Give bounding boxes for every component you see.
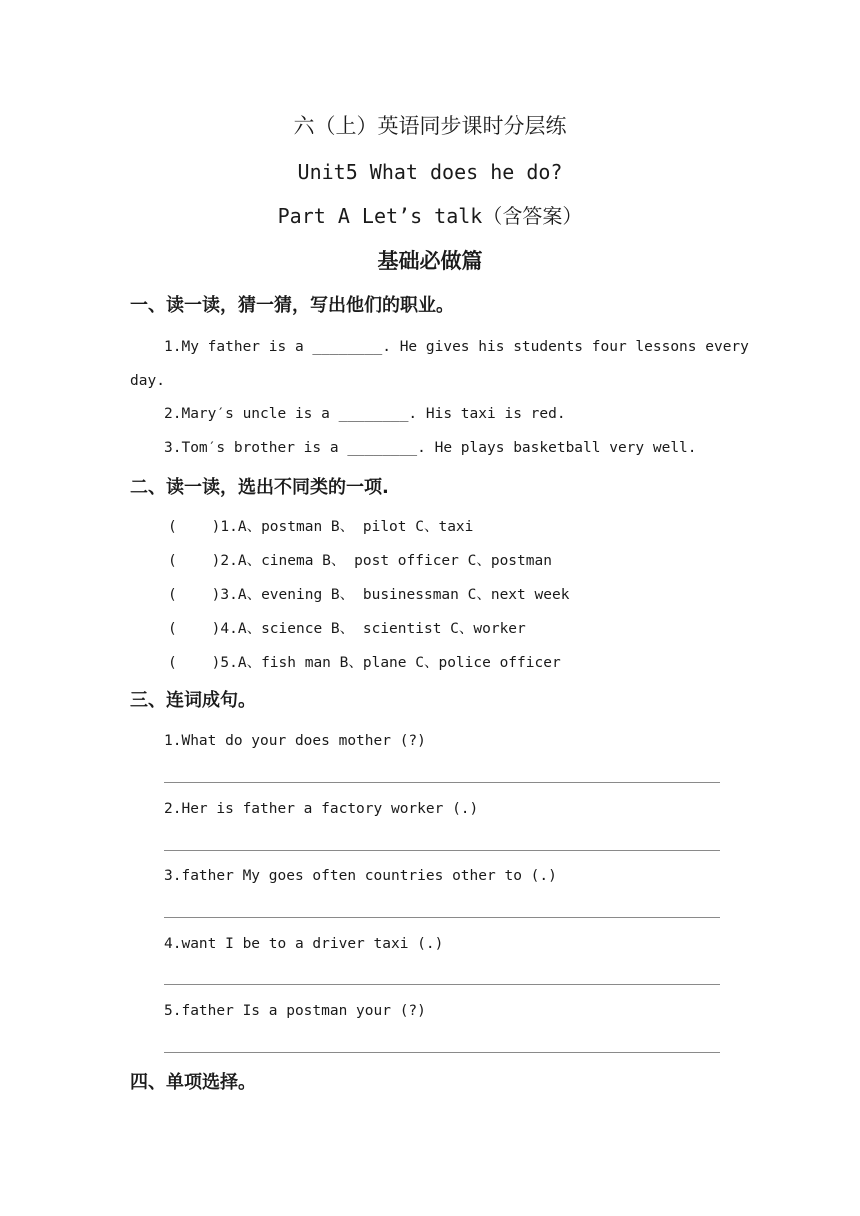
- section-2-item-3: ( )3.A、evening B、 businessman C、next week: [168, 587, 570, 603]
- section-1-heading: 一、读一读，猜一猜，写出他们的职业。: [130, 295, 454, 316]
- section-1-question-1-continued: day.: [130, 373, 165, 389]
- document-title: 六（上）英语同步课时分层练: [293, 114, 567, 138]
- section-2-item-4: ( )4.A、science B、 scientist C、worker: [168, 621, 526, 637]
- section-1-question-3: 3.Tom′s brother is a ________. He plays basketball very well.: [164, 440, 697, 456]
- answer-line-1[interactable]: [164, 782, 720, 783]
- section-2-item-1: ( )1.A、postman B、 pilot C、taxi: [168, 519, 474, 535]
- answer-line-4[interactable]: [164, 984, 720, 985]
- answer-line-2[interactable]: [164, 850, 720, 851]
- section-1-question-1: 1.My father is a ________. He gives his students four lessons every: [164, 339, 749, 355]
- answer-line-5[interactable]: [164, 1052, 720, 1053]
- section-3-item-2: 2.Her is father a factory worker (.): [164, 801, 479, 817]
- answer-line-3[interactable]: [164, 917, 720, 918]
- part-title: Part A Let’s talk（含答案）: [277, 204, 583, 228]
- section-3-item-3: 3.father My goes often countries other to (.): [164, 868, 557, 884]
- unit-title: Unit5 What does he do?: [297, 160, 563, 184]
- section-2-item-2: ( )2.A、cinema B、 post officer C、postman: [168, 553, 552, 569]
- level-title: 基础必做篇: [377, 249, 483, 273]
- section-3-item-1: 1.What do your does mother (?): [164, 733, 426, 749]
- section-3-heading: 三、连词成句。: [130, 690, 256, 711]
- section-3-item-5: 5.father Is a postman your (?): [164, 1003, 426, 1019]
- section-1-question-2: 2.Mary′s uncle is a ________. His taxi is red.: [164, 406, 566, 422]
- section-3-item-4: 4.want I be to a driver taxi (.): [164, 936, 444, 952]
- section-2-item-5: ( )5.A、fish man B、plane C、police officer: [168, 655, 561, 671]
- section-2-heading: 二、读一读，选出不同类的一项.: [130, 477, 389, 498]
- section-4-heading: 四、单项选择。: [130, 1072, 256, 1093]
